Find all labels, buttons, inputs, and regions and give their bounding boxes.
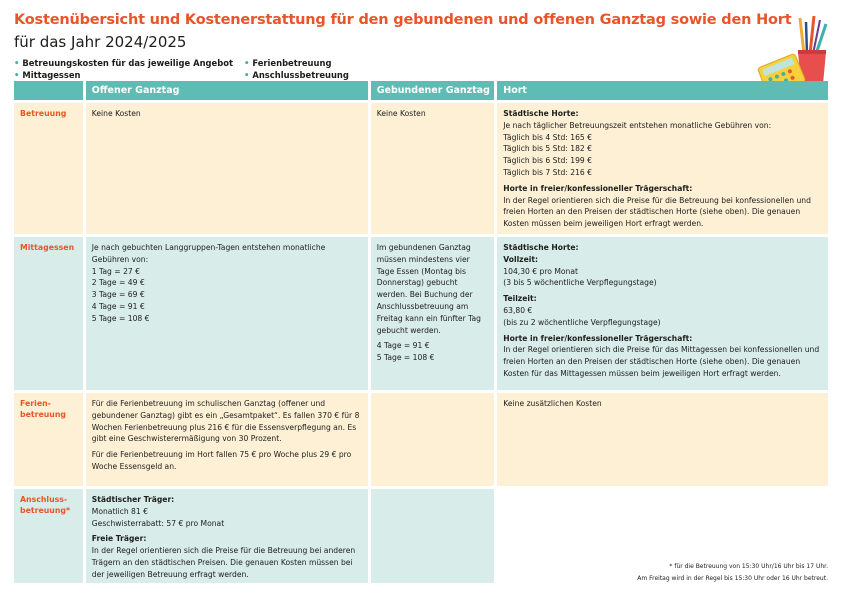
cell-offen — [86, 393, 368, 486]
row-betreuung — [14, 103, 828, 234]
cell-text: 63,80 € (bis zu 2 wöchentliche Verpflegungstage) — [503, 305, 661, 327]
cell-heading: Städtische Horte: — [503, 109, 579, 118]
cell-offen — [86, 489, 368, 583]
cell-gebunden — [371, 489, 495, 583]
cell-gebunden — [371, 393, 495, 486]
cell-heading: Städtischer Träger: — [91, 495, 175, 504]
cell-heading: Städtische Horte: — [503, 243, 579, 252]
page-title: Kostenübersicht und Kostenerstattung für den gebundenen und offenen Ganztag sowie den Hort — [14, 12, 792, 28]
row-label: Betreuung — [14, 103, 83, 234]
page-subtitle: für das Jahr 2024/2025 — [14, 33, 187, 51]
bullet-icon: • — [244, 69, 250, 80]
cell-text: In der Regel orientieren sich die Preise für die Betreuung bei konfessionellen und freien Horten an den Preisen der städtischen Horte (siehe oben). Die genauen Kosten müssen beim jeweiligen Hort erfragt werden. — [503, 195, 811, 229]
cell-heading: Teilzeit: — [503, 294, 537, 304]
bullet-icon: • — [14, 58, 20, 68]
legend-left — [14, 58, 233, 81]
bullet-icon: • — [244, 58, 250, 68]
cell-heading: Horte in freier/konfessioneller Trägerschaft: — [503, 183, 693, 193]
cell-offen: Keine Kosten — [86, 103, 368, 234]
cell-hort: Keine zusätzlichen Kosten — [497, 393, 828, 486]
row-label: Anschluss- betreuung* — [14, 489, 83, 583]
legend-right — [244, 58, 349, 81]
cell-text: In der Regel orientieren sich die Preise für die Betreuung bei anderen Trägern an den städtischen Preisen. Die genauen Kosten müssen bei der jeweiligen Betreuung erfragt werden. — [91, 546, 356, 579]
cell-hort — [497, 103, 828, 234]
legend-item: • Ferienbetreuung — [244, 58, 332, 68]
cell-heading: Horte in freier/konfessioneller Trägerschaft: — [503, 333, 693, 343]
row-label: Ferien- betreuung — [14, 393, 83, 486]
bullet-icon: • — [14, 69, 20, 80]
cell-text: Je nach täglicher Betreuungszeit entstehen monatliche Gebühren von: Täglich bis 4 Std: 165 € Täglich bis 5 Std: 182 € Täglich bis 6 Std: 199 € Täglich bis 7 Std: 216 € — [503, 120, 772, 177]
header-empty — [14, 81, 83, 100]
footnote: * für die Betreuung von 15:30 Uhr/16 Uhr bis 17 Uhr. — [669, 563, 828, 570]
header-gebundener-ganztag: Gebundener Ganztag — [371, 81, 495, 100]
cell-heading: Freie Träger: — [91, 534, 147, 544]
cell-gebunden: Keine Kosten — [371, 103, 495, 234]
legend-item: • Betreuungskosten für das jeweilige Angebot — [14, 58, 233, 68]
cell-gebunden — [371, 237, 495, 390]
cell-offen: Je nach gebuchten Langgruppen-Tagen entstehen monatliche Gebühren von: 1 Tag = 27 € 2 Tage = 49 € 3 Tage = 69 € 4 Tage = 91 € 5 Tage = 108 € — [86, 237, 368, 390]
header-hort: Hort — [497, 81, 828, 100]
row-ferienbetreuung — [14, 393, 828, 486]
footnote: Am Freitag wird in der Regel bis 15:30 Uhr oder 16 Uhr betreut. — [637, 575, 828, 582]
cell-text: 4 Tage = 91 € 5 Tage = 108 € — [376, 341, 435, 363]
footnotes — [637, 561, 828, 585]
cost-table — [14, 81, 828, 583]
cell-text: Für die Ferienbetreuung im Hort fallen 75 € pro Woche plus 29 € pro Woche Essensgeld an. — [91, 450, 352, 471]
cell-hort — [497, 237, 828, 390]
cell-text: 104,30 € pro Monat (3 bis 5 wöchentliche Verpflegungstage) — [503, 266, 657, 288]
legend-item: • Mittagessen — [14, 69, 81, 80]
cell-text: In der Regel orientieren sich die Preise für das Mittagessen bei konfessionellen und freien Horten an den Preisen der städtischen Horte (siehe oben). Die genauen Kosten für das Mittagessen müssen beim jeweiligen Hort erfragt werden. — [503, 345, 820, 378]
row-label: Mittagessen — [14, 237, 83, 390]
header-offener-ganztag: Offener Ganztag — [86, 81, 368, 100]
cell-text: Für die Ferienbetreuung im schulischen Ganztag (offener und gebundener Ganztag) gibt es ein „Gesamtpaket“. Es fallen 370 € für 8 Wochen Ferienbetreuung plus 216 € für die Essensverpflegung an. Es gibt eine Geschwisterermäßigung von 30 Prozent. — [91, 399, 360, 444]
table-header — [14, 81, 828, 100]
cell-heading: Vollzeit: — [503, 254, 539, 264]
row-mittagessen — [14, 237, 828, 390]
cell-text: Im gebundenen Ganztag müssen mindestens vier Tage Essen (Montag bis Donnerstag) gebucht werden. Bei Buchung der Anschlussbetreuung am Freitag kann ein fünfter Tag gebucht werden. — [376, 243, 481, 335]
cell-text: Monatlich 81 € Geschwisterrabatt: 57 € pro Monat — [91, 506, 225, 528]
legend-item: • Anschlussbetreuung — [244, 69, 349, 80]
